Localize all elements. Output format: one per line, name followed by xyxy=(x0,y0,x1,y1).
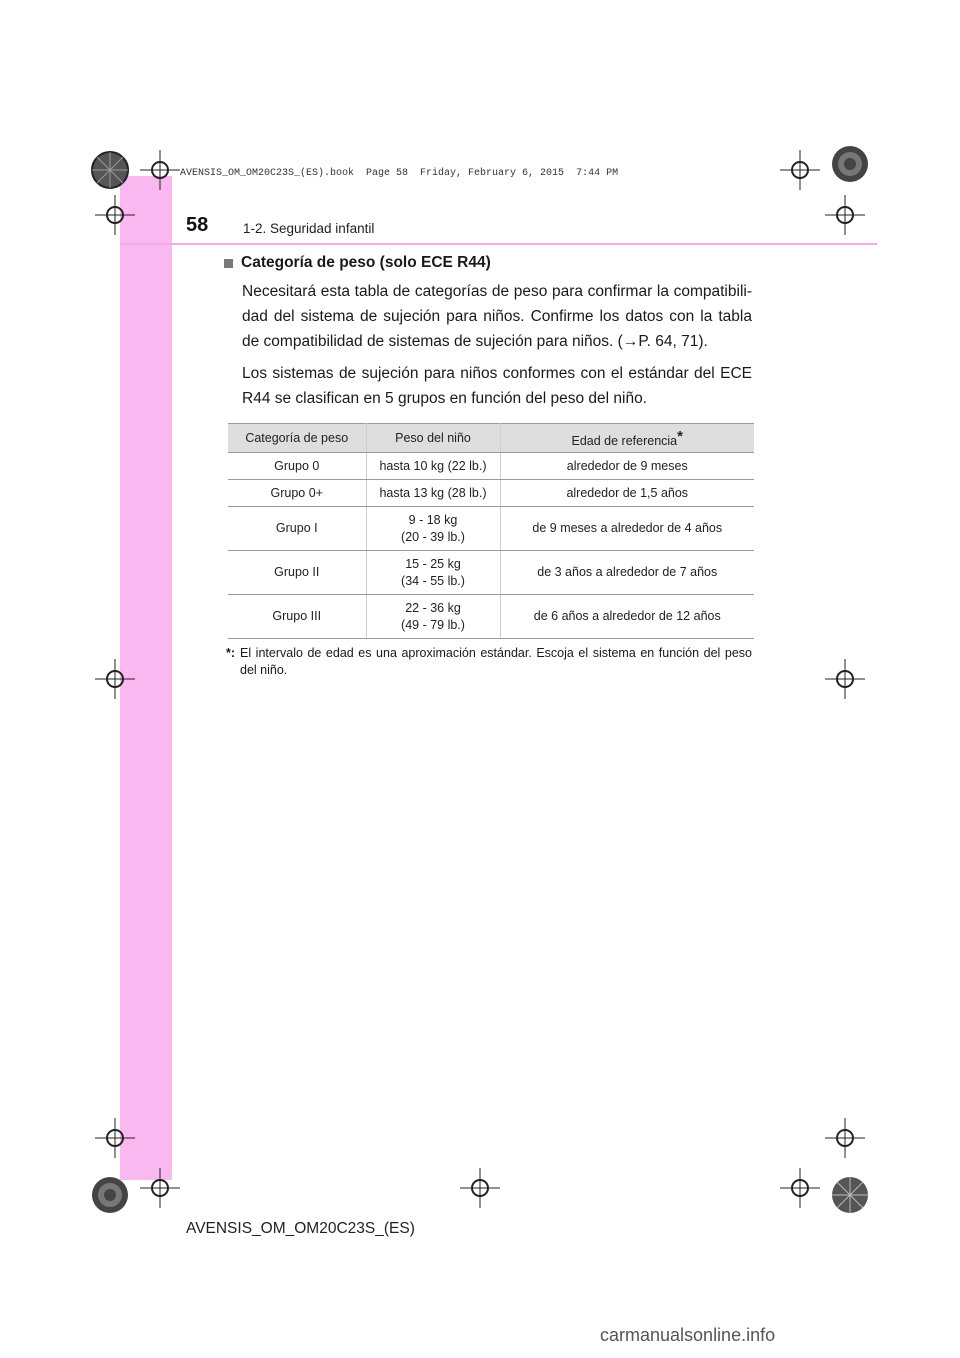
table-footnote xyxy=(226,645,752,679)
cell-group: Grupo 0 xyxy=(228,453,366,480)
header-rule xyxy=(120,243,877,245)
cell-weight xyxy=(366,507,500,551)
section-title: 1-2. Seguridad infantil xyxy=(243,221,375,236)
document-code: AVENSIS_OM_OM20C23S_(ES) xyxy=(186,1220,415,1237)
column-header-weight: Peso del niño xyxy=(366,424,500,453)
section-heading xyxy=(224,254,752,272)
column-header-age xyxy=(500,424,754,453)
weight-kg: 15 - 25 kg xyxy=(405,556,461,571)
column-header-age-label: Edad de referencia xyxy=(571,434,678,448)
page-number: 58 xyxy=(186,214,209,236)
cell-age: de 6 años a alrededor de 12 años xyxy=(500,595,754,639)
registration-disc-icon xyxy=(820,134,880,194)
footnote-text: El intervalo de edad es una aproximación estándar. Escoja el sistema en función del peso del niño. xyxy=(240,646,752,677)
cell-age: de 3 años a alrededor de 7 años xyxy=(500,551,754,595)
crosshair-icon xyxy=(95,195,135,235)
crosshair-icon xyxy=(825,195,865,235)
weight-lb: (34 - 55 lb.) xyxy=(401,573,465,588)
table-row xyxy=(228,595,754,639)
paragraph-groups: Los sistemas de sujeción para niños conformes con el estándar del ECE R44 se clasifican en 5 grupos en función del peso del niño. xyxy=(242,365,752,407)
weight-category-table xyxy=(228,423,754,639)
table-row xyxy=(228,507,754,551)
crosshair-icon xyxy=(95,1118,135,1158)
cell-age: de 9 meses a alrededor de 4 años xyxy=(500,507,754,551)
crosshair-icon xyxy=(140,1168,180,1208)
cell-age: alrededor de 9 meses xyxy=(500,453,754,480)
registration-disc-icon xyxy=(80,1165,140,1225)
column-header-category: Categoría de peso xyxy=(228,424,366,453)
cell-group: Grupo II xyxy=(228,551,366,595)
registration-disc-icon xyxy=(80,140,140,200)
table-header-row xyxy=(228,424,754,453)
table-row xyxy=(228,551,754,595)
cell-weight xyxy=(366,595,500,639)
registration-disc-icon xyxy=(820,1165,880,1225)
crosshair-icon xyxy=(825,1118,865,1158)
asterisk-mark: * xyxy=(677,428,683,445)
cell-group: Grupo 0+ xyxy=(228,480,366,507)
heading-text: Categoría de peso (solo ECE R44) xyxy=(241,254,491,271)
cell-weight: hasta 10 kg (22 lb.) xyxy=(366,453,500,480)
watermark: carmanualsonline.info xyxy=(600,1325,776,1345)
cell-group: Grupo III xyxy=(228,595,366,639)
crosshair-icon xyxy=(780,1168,820,1208)
weight-kg: 9 - 18 kg xyxy=(408,512,458,527)
weight-kg: 22 - 36 kg xyxy=(405,600,461,615)
main-content xyxy=(224,254,752,679)
weight-lb: (49 - 79 lb.) xyxy=(401,617,465,632)
cell-group: Grupo I xyxy=(228,507,366,551)
crosshair-icon xyxy=(140,150,180,190)
table-row xyxy=(228,480,754,507)
crosshair-icon xyxy=(95,659,135,699)
crosshair-icon xyxy=(825,659,865,699)
print-info-line: AVENSIS_OM_OM20C23S_(ES).book Page 58 Friday, February 6, 2015 7:44 PM xyxy=(180,168,619,179)
square-bullet-icon xyxy=(224,259,233,268)
crosshair-icon xyxy=(780,150,820,190)
cell-age: alrededor de 1,5 años xyxy=(500,480,754,507)
footnote-mark: *: xyxy=(226,646,236,660)
table-row xyxy=(228,453,754,480)
crosshair-icon xyxy=(460,1168,500,1208)
paragraph-intro: Necesitará esta tabla de categorías de peso para confirmar la compatibili-dad del sistema de sujeción para niños. Confirme los datos con la tabla de compatibilidad de sistemas de sujeción para niños. (→P. 64, 71). xyxy=(242,283,752,350)
weight-lb: (20 - 39 lb.) xyxy=(401,529,465,544)
cell-weight xyxy=(366,551,500,595)
cell-weight: hasta 13 kg (28 lb.) xyxy=(366,480,500,507)
